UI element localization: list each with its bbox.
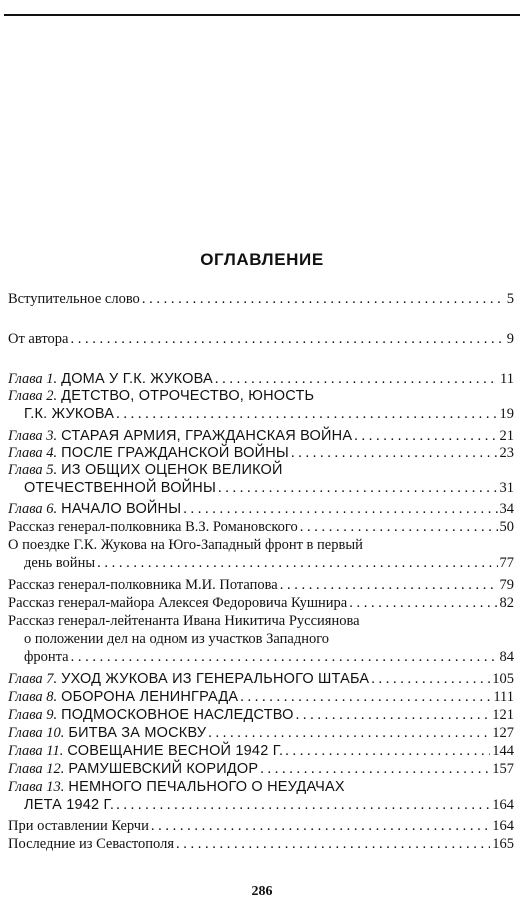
- chapter-label: Глава 12.: [8, 761, 65, 777]
- entry-page-number: 105: [492, 671, 514, 687]
- dot-leader: [285, 742, 490, 760]
- dot-leader: [116, 796, 490, 814]
- chapter-label: Глава 10.: [8, 725, 65, 741]
- dot-leader: [218, 479, 497, 497]
- toc-entry: [8, 427, 514, 445]
- dot-leader: [70, 330, 504, 348]
- toc-entry: [8, 760, 514, 778]
- chapter-label: Глава 1.: [8, 371, 58, 387]
- entry-page-number: 19: [499, 406, 514, 422]
- entry-page-number: 164: [492, 797, 514, 813]
- entry-title: ОБОРОНА ЛЕНИНГРАДА: [61, 689, 239, 705]
- entry-page-number: 111: [493, 689, 514, 705]
- toc-entry-line: [8, 817, 514, 835]
- toc-entry: [8, 817, 514, 835]
- dot-leader: [183, 500, 497, 518]
- entry-title: ИЗ ОБЩИХ ОЦЕНОК ВЕЛИКОЙ: [61, 462, 283, 478]
- dot-leader: [176, 835, 490, 853]
- entry-title: НАЧАЛО ВОЙНЫ: [61, 501, 182, 517]
- toc-entry-line: [8, 500, 514, 518]
- entry-title: Вступительное слово: [8, 291, 140, 307]
- dot-leader: [349, 594, 497, 612]
- entry-page-number: 164: [492, 818, 514, 834]
- entry-title: НЕМНОГО ПЕЧАЛЬНОГО О НЕУДАЧАХ: [68, 779, 345, 795]
- dot-leader: [354, 427, 497, 445]
- toc-entry: [8, 290, 514, 308]
- toc-entry: [8, 536, 514, 572]
- toc-entry-line: [8, 594, 514, 612]
- entry-title: Последние из Севастополя: [8, 836, 174, 852]
- chapter-label: Глава 6.: [8, 501, 58, 517]
- toc-entry-line: [8, 290, 514, 308]
- chapter-label: Глава 5.: [8, 462, 58, 478]
- entry-page-number: 34: [499, 501, 514, 517]
- toc-entry: [8, 500, 514, 518]
- chapter-label: Глава 8.: [8, 689, 58, 705]
- toc-entry: [8, 612, 514, 666]
- entry-title: Рассказ генерал-майора Алексея Федоровича Кушнира: [8, 595, 348, 611]
- entry-title: Г.К. ЖУКОВА: [24, 406, 115, 422]
- entry-page-number: 127: [492, 725, 514, 741]
- dot-leader: [371, 670, 490, 688]
- chapter-label: Глава 3.: [8, 428, 58, 444]
- entry-title: день войны: [24, 555, 96, 571]
- toc-entry: [8, 706, 514, 724]
- page-number: 286: [251, 884, 273, 899]
- entry-page-number: 77: [499, 555, 514, 571]
- toc-entry-line: [8, 518, 514, 536]
- entry-title: Рассказ генерал-полковника В.З. Романовского: [8, 519, 298, 535]
- entry-title: СОВЕЩАНИЕ ВЕСНОЙ 1942 Г.: [67, 743, 284, 759]
- dot-leader: [260, 760, 490, 778]
- toc-entry-line: [8, 670, 514, 688]
- toc-entry: [8, 742, 514, 760]
- dot-leader: [215, 370, 498, 388]
- toc-entry-line: [8, 405, 514, 423]
- dot-leader: [300, 518, 498, 536]
- toc-entry-line: [8, 742, 514, 760]
- entry-page-number: 121: [492, 707, 514, 723]
- toc-entry: [8, 518, 514, 536]
- toc-entry-line: [8, 387, 514, 405]
- top-rule: [4, 14, 520, 16]
- toc-entry-line: [8, 330, 514, 348]
- toc-entry: [8, 688, 514, 706]
- chapter-label: Глава 2.: [8, 388, 58, 404]
- toc-entry: [8, 594, 514, 612]
- chapter-label: Глава 4.: [8, 445, 58, 461]
- dot-leader: [208, 724, 490, 742]
- toc-entry: [8, 670, 514, 688]
- chapter-label: Глава 7.: [8, 671, 58, 687]
- toc-entry: [8, 370, 514, 388]
- entry-title: фронта: [24, 649, 69, 665]
- toc-entry: [8, 724, 514, 742]
- toc-entry-line: [8, 778, 514, 796]
- toc-entry-line: [8, 706, 514, 724]
- toc-entry: [8, 387, 514, 423]
- entry-page-number: 9: [506, 331, 514, 347]
- entry-title: ДЕТСТВО, ОТРОЧЕСТВО, ЮНОСТЬ: [61, 388, 315, 404]
- chapter-label: Глава 13.: [8, 779, 65, 795]
- toc-entry-line: [8, 427, 514, 445]
- dot-leader: [240, 688, 491, 706]
- entry-title: ОТЕЧЕСТВЕННОЙ ВОЙНЫ: [24, 480, 217, 496]
- entry-page-number: 144: [492, 743, 514, 759]
- entry-title: БИТВА ЗА МОСКВУ: [68, 725, 207, 741]
- entry-page-number: 165: [492, 836, 514, 852]
- entry-title: От автора: [8, 331, 69, 347]
- entry-page-number: 5: [506, 291, 514, 307]
- entry-page-number: 50: [499, 519, 514, 535]
- entry-page-number: 21: [499, 428, 514, 444]
- entry-title: ДОМА У Г.К. ЖУКОВА: [61, 371, 213, 387]
- entry-page-number: 84: [499, 649, 514, 665]
- dot-leader: [142, 290, 505, 308]
- toc-entry-line: [8, 760, 514, 778]
- entry-title: РАМУШЕВСКИЙ КОРИДОР: [68, 761, 259, 777]
- toc-entry: [8, 778, 514, 814]
- chapter-label: Глава 9.: [8, 707, 58, 723]
- toc-entry: [8, 835, 514, 853]
- toc-entry-line: [8, 479, 514, 497]
- toc-entry: [8, 576, 514, 594]
- toc-entry-line: [8, 576, 514, 594]
- toc-entry-line: [8, 536, 514, 554]
- dot-leader: [280, 576, 498, 594]
- dot-leader: [116, 405, 497, 423]
- entry-page-number: 31: [499, 480, 514, 496]
- chapter-label: Глава 11.: [8, 743, 64, 759]
- entry-title: ПОСЛЕ ГРАЖДАНСКОЙ ВОЙНЫ: [61, 445, 289, 461]
- dot-leader: [296, 706, 491, 724]
- toc-entry: [8, 330, 514, 348]
- entry-title: ЛЕТА 1942 Г.: [24, 797, 115, 813]
- entry-title: о положении дел на одном из участков Западного: [24, 631, 330, 647]
- toc-entry-line: [8, 724, 514, 742]
- entry-title: Рассказ генерал-лейтенанта Ивана Никитича Руссиянова: [8, 613, 360, 629]
- toc-entry-line: [8, 630, 514, 648]
- entry-page-number: 11: [500, 371, 514, 387]
- toc-entry: [8, 444, 514, 462]
- entry-title: Рассказ генерал-полковника М.И. Потапова: [8, 577, 278, 593]
- dot-leader: [291, 444, 498, 462]
- toc-entry: [8, 461, 514, 497]
- entry-title: При оставлении Керчи: [8, 818, 149, 834]
- entry-title: СТАРАЯ АРМИЯ, ГРАЖДАНСКАЯ ВОЙНА: [61, 428, 353, 444]
- entry-title: ПОДМОСКОВНОЕ НАСЛЕДСТВО: [61, 707, 294, 723]
- toc-entry-line: [8, 461, 514, 479]
- dot-leader: [97, 554, 497, 572]
- toc-entry-line: [8, 612, 514, 630]
- entry-page-number: 23: [499, 445, 514, 461]
- toc-entry-line: [8, 796, 514, 814]
- toc-entry-line: [8, 554, 514, 572]
- toc-entry-line: [8, 370, 514, 388]
- toc-entry-line: [8, 648, 514, 666]
- entry-page-number: 157: [492, 761, 514, 777]
- entry-page-number: 82: [499, 595, 514, 611]
- dot-leader: [71, 648, 498, 666]
- toc-heading: ОГЛАВЛЕНИЕ: [200, 250, 324, 269]
- entry-title: О поездке Г.К. Жукова на Юго-Западный фронт в первый: [8, 537, 363, 553]
- toc-entry-line: [8, 444, 514, 462]
- toc-entry-line: [8, 688, 514, 706]
- entry-title: УХОД ЖУКОВА ИЗ ГЕНЕРАЛЬНОГО ШТАБА: [61, 671, 370, 687]
- toc-entry-line: [8, 835, 514, 853]
- dot-leader: [151, 817, 490, 835]
- entry-page-number: 79: [499, 577, 514, 593]
